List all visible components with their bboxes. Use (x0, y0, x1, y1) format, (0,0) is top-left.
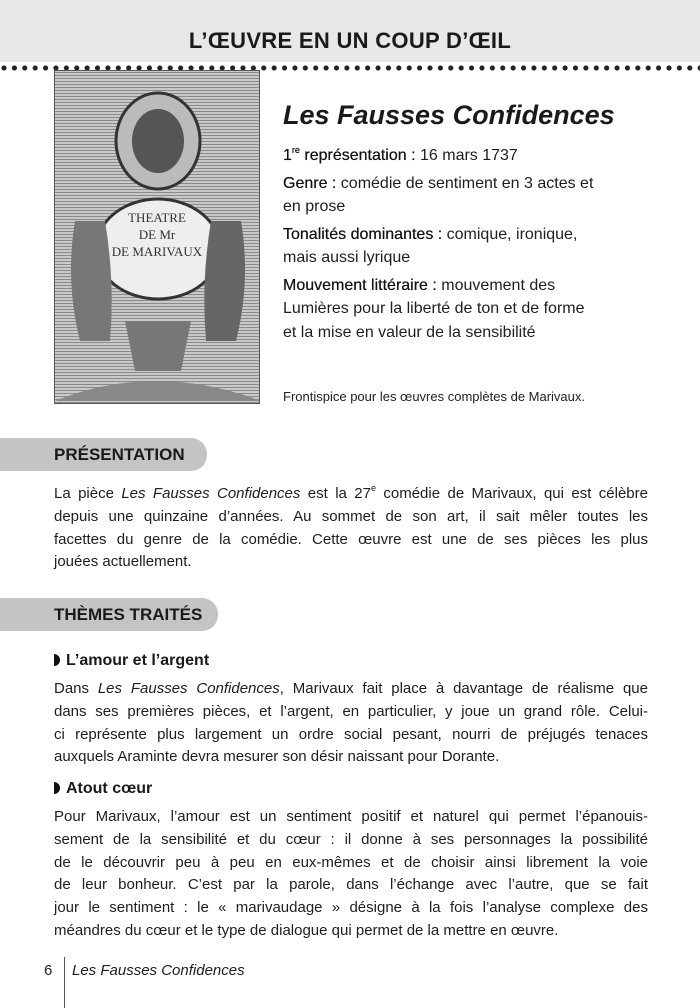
text-line (54, 920, 648, 943)
text-run: La pièce (54, 485, 122, 502)
text-run: de le découvrir peu à peu en eux-mêmes et de choisir ainsi librement la voie (54, 853, 648, 871)
text-run: de leur bonheur. C’est par la parole, dans l’échange avec l’autre, que se fait (54, 876, 648, 894)
info-label: Mouvement littéraire : (283, 276, 437, 294)
info-value: mais aussi lyrique (283, 249, 411, 266)
text-run: comédie de Marivaux, qui est célèbre (375, 485, 648, 502)
info-item (283, 223, 683, 270)
text-run: ci représente plus largement un ordre social pesant, nourri de préjugés tenaces (54, 725, 648, 743)
page-title: L’ŒUVRE EN UN COUP D’ŒIL (188, 28, 512, 53)
image-caption: Frontispice pour les œuvres complètes de Marivaux. (283, 389, 586, 404)
bullet-icon (54, 782, 60, 794)
info-label: représentation : (299, 147, 416, 164)
text-run: e (370, 483, 376, 493)
info-line (283, 172, 683, 196)
frontispiece-text: DE Mr (138, 227, 176, 242)
theme-paragraph (54, 806, 648, 943)
section-heading: THÈMES TRAITÉS (54, 605, 203, 624)
text-run: jour le sentiment : le « marivaudage » désigne à la fois l’analyse complexe des (54, 899, 648, 917)
text-run: dans ses premières pièces, et l’argent, en particulier, y joue un grand rôle. Celui- (54, 702, 648, 720)
text-line (54, 551, 648, 574)
theme-title: Atout cœur (66, 780, 153, 797)
text-run: , Marivaux fait place à davantage de réalisme que (279, 680, 648, 697)
text-line (54, 806, 648, 829)
text-run: auxquels Araminte devra mesurer son désir naissant pour Dorante. (54, 748, 500, 766)
info-line (283, 274, 683, 298)
info-value: Lumières pour la liberté de ton et de forme (283, 300, 585, 317)
section-header-presentation (0, 438, 207, 471)
info-value: comique, ironique, (442, 225, 578, 243)
text-line (54, 897, 648, 920)
text-run: facettes du genre de la comédie. Cette œuvre est une de ses pièces les plus (54, 530, 648, 548)
info-item (283, 144, 683, 168)
info-line (283, 246, 683, 270)
text-line (54, 829, 648, 852)
theme-title: L’amour et l’argent (66, 652, 210, 669)
info-item (283, 274, 683, 345)
info-line (283, 321, 683, 345)
info-line (283, 223, 683, 247)
theme-paragraph (54, 678, 648, 769)
work-summary (283, 100, 683, 348)
frontispiece-engraving (54, 70, 260, 404)
text-run: jouées actuellement. (54, 553, 192, 571)
italic-title: Les Fausses Confidences (97, 680, 280, 697)
page-number: 6 (44, 962, 53, 979)
frontispiece-text: DE MARIVAUX (111, 244, 203, 259)
presentation-paragraph (54, 483, 648, 574)
theme-heading (54, 780, 152, 798)
theme-heading (54, 652, 209, 670)
text-line (54, 506, 648, 529)
info-line (283, 144, 683, 168)
work-title: Les Fausses Confidences (283, 100, 615, 130)
info-value: 16 mars 1737 (415, 147, 518, 164)
work-info-list (283, 144, 683, 344)
text-line (54, 529, 648, 552)
text-line (54, 724, 648, 747)
running-title: Les Fausses Confidences (72, 962, 245, 979)
text-run: Pour Marivaux, l’amour est un sentiment positif et naturel qui permet l’épanouis- (54, 808, 648, 825)
info-value: en prose (283, 198, 346, 215)
text-line (54, 678, 648, 701)
text-run: depuis une quinzaine d’années. Au sommet de son art, il sait mêler toutes les (54, 507, 648, 525)
text-line (54, 483, 648, 506)
info-line (283, 297, 683, 321)
info-line (283, 195, 683, 219)
info-label: 1 (283, 147, 292, 164)
text-line (54, 874, 648, 897)
info-item (283, 172, 683, 219)
info-value: mouvement des (436, 276, 556, 294)
frontispiece-text: THEATRE (128, 210, 186, 225)
text-line (54, 852, 648, 875)
section-heading: PRÉSENTATION (54, 445, 185, 464)
info-label: Genre : (283, 174, 337, 192)
section-header-themes (0, 598, 218, 631)
info-label-sup: re (291, 145, 300, 155)
text-run: sement de la sensibilité et du cœur : il donne à ses personnages la possibilité (54, 830, 648, 848)
italic-title: Les Fausses Confidences (121, 485, 301, 502)
text-run: méandres du cœur et le type de dialogue qui permet de la mettre en œuvre. (54, 921, 559, 939)
info-value: et la mise en valeur de la sensibilité (283, 323, 536, 341)
info-label: Tonalités dominantes : (283, 225, 443, 243)
text-run: est la 27 (300, 485, 371, 502)
text-line (54, 701, 648, 724)
text-line (54, 746, 648, 769)
bullet-icon (54, 654, 60, 666)
footer-divider (64, 957, 65, 1008)
text-run: Dans (54, 680, 98, 697)
info-value: comédie de sentiment en 3 actes et (336, 174, 594, 192)
